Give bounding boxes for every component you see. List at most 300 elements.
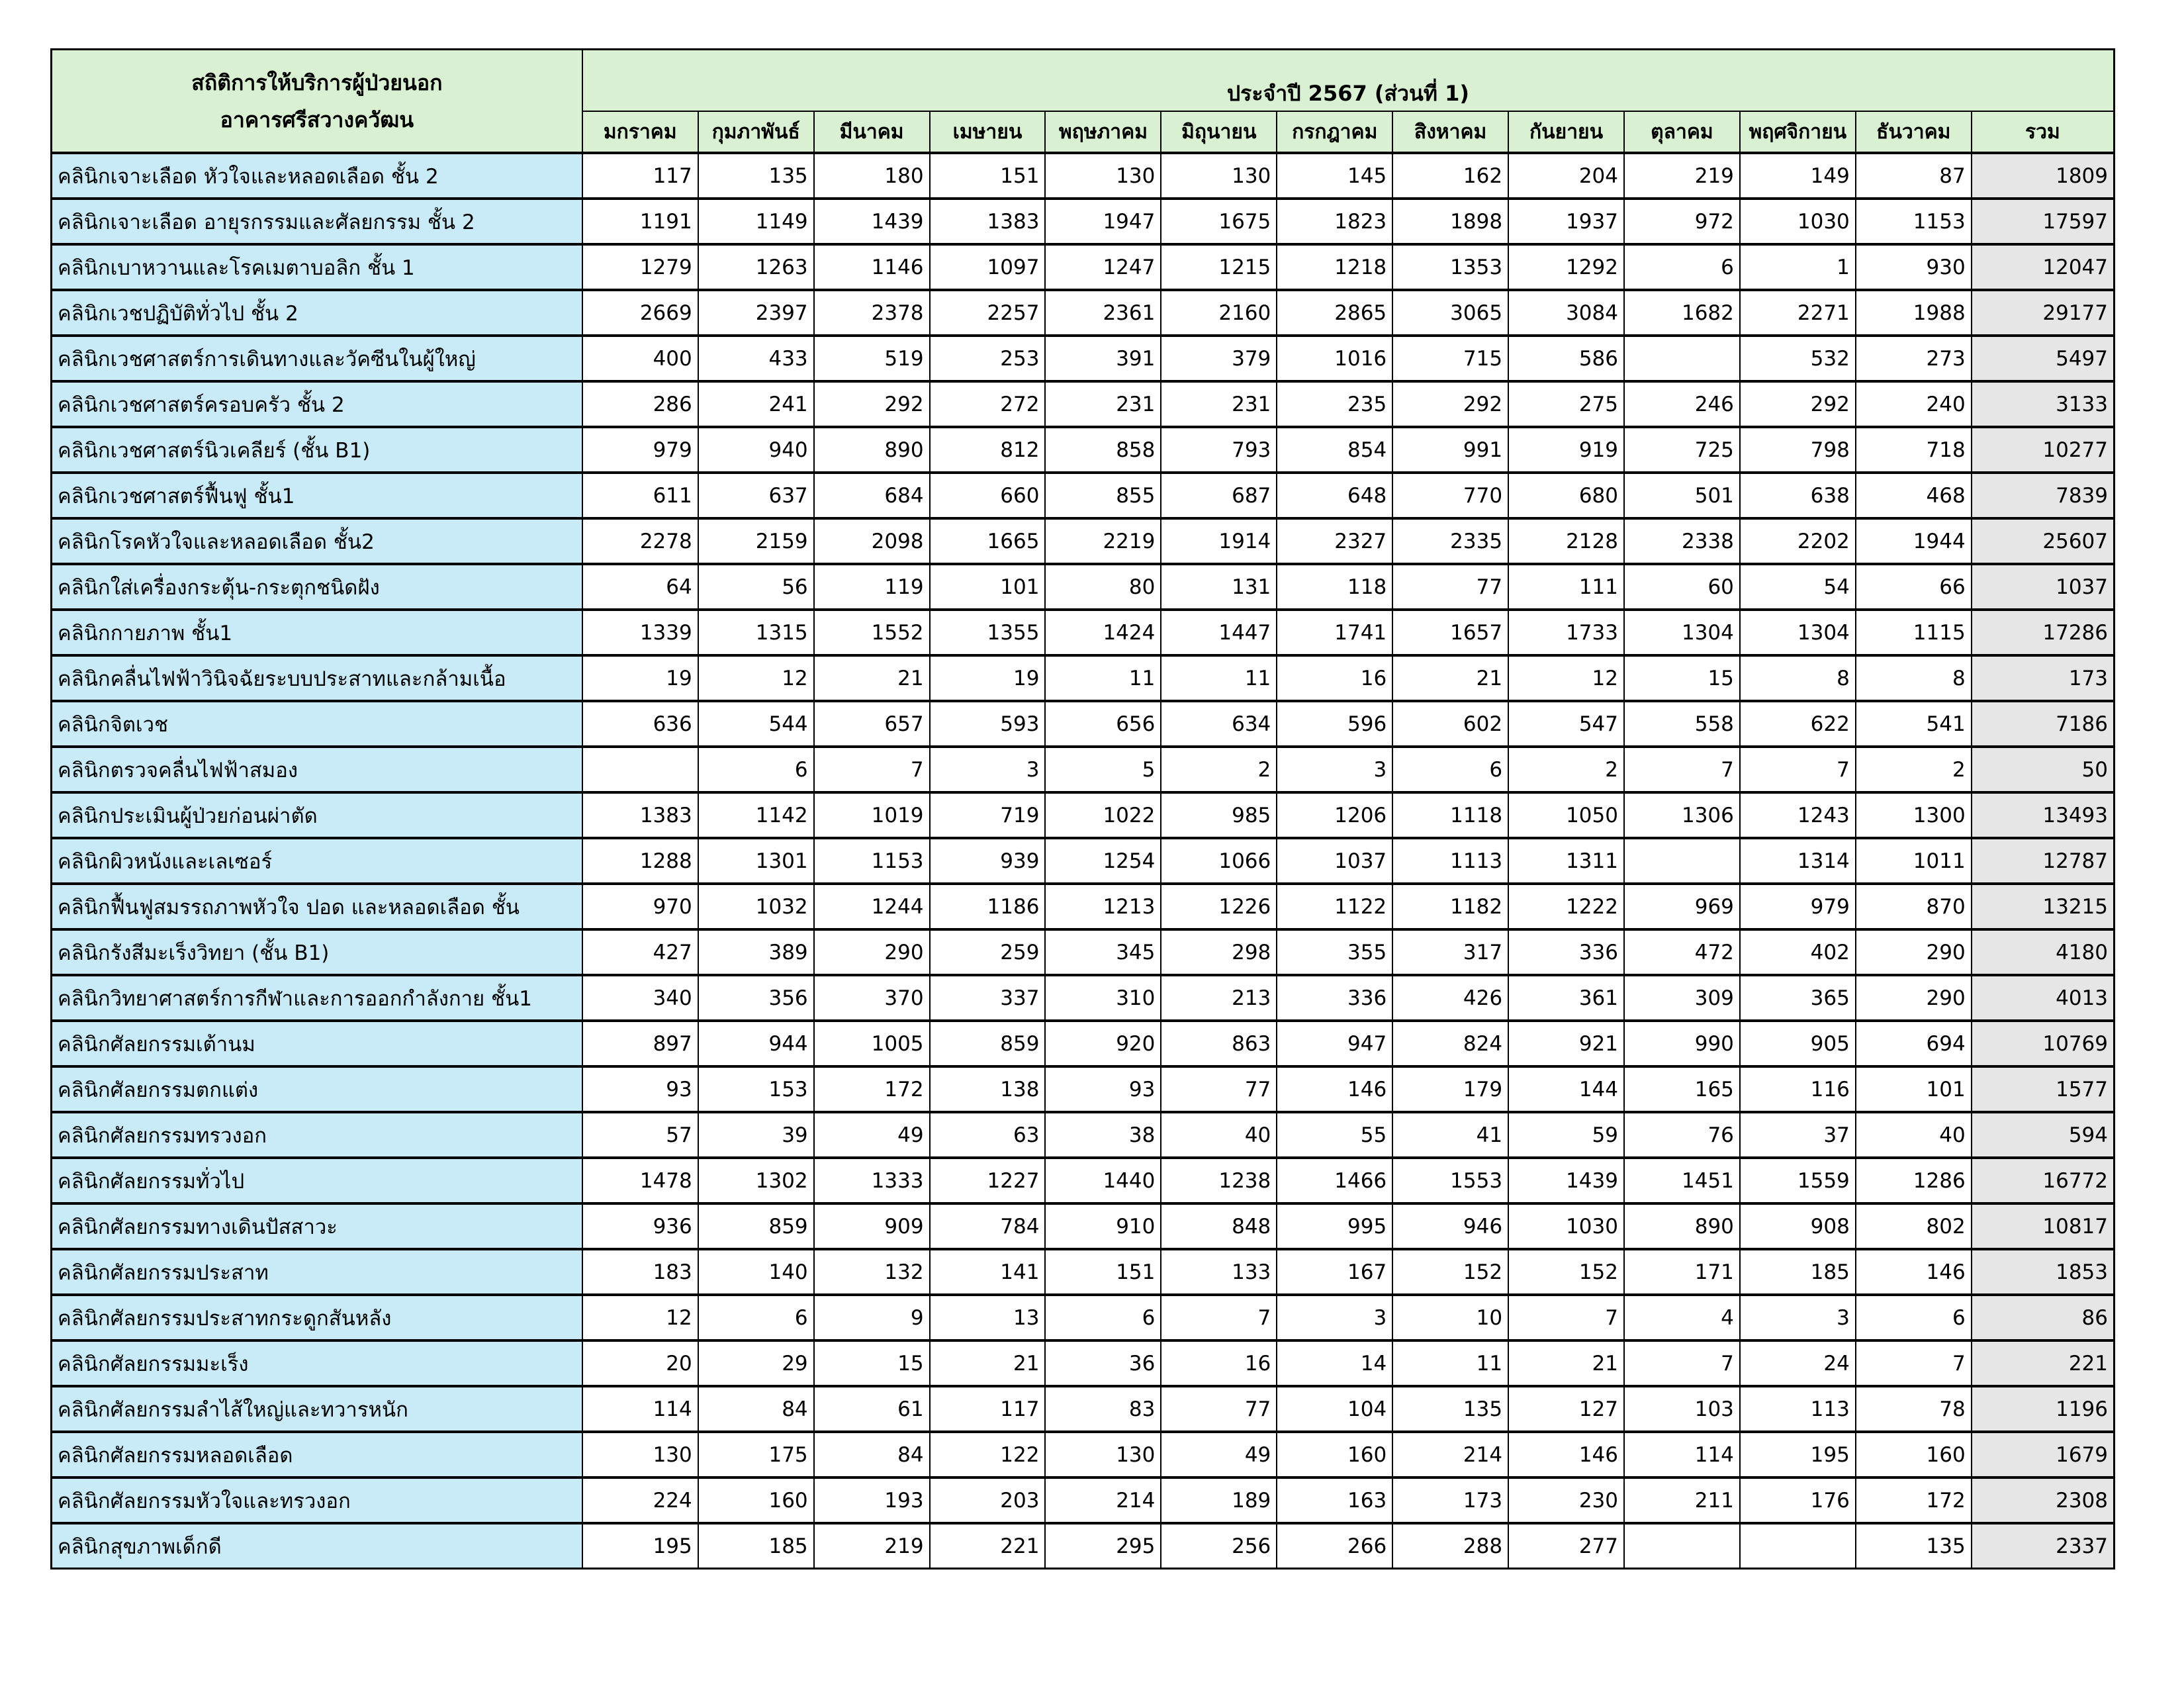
monthly-count: 7	[1161, 1295, 1277, 1340]
monthly-count: 56	[698, 564, 814, 610]
monthly-count: 519	[814, 336, 930, 381]
monthly-count: 64	[582, 564, 698, 610]
monthly-count: 21	[930, 1340, 1046, 1386]
clinic-name: คลินิกศัลยกรรมเต้านม	[52, 1021, 582, 1066]
monthly-count: 146	[1277, 1066, 1392, 1112]
table-row	[52, 336, 2115, 381]
monthly-count: 185	[698, 1523, 814, 1569]
monthly-count: 104	[1277, 1386, 1392, 1432]
clinic-name: คลินิกเวชศาสตร์ครอบครัว ชั้น 2	[52, 381, 582, 427]
monthly-count: 1741	[1277, 610, 1392, 655]
monthly-count: 793	[1161, 427, 1277, 473]
monthly-count	[1624, 838, 1740, 884]
monthly-count: 1447	[1161, 610, 1277, 655]
monthly-count: 1315	[698, 610, 814, 655]
monthly-count: 36	[1045, 1340, 1161, 1386]
month-header: กันยายน	[1508, 111, 1624, 153]
monthly-count: 1238	[1161, 1158, 1277, 1203]
row-total: 5497	[1972, 336, 2115, 381]
monthly-count: 122	[930, 1432, 1046, 1477]
monthly-count: 3084	[1508, 290, 1624, 336]
monthly-count: 93	[582, 1066, 698, 1112]
monthly-count: 812	[930, 427, 1046, 473]
monthly-count: 1118	[1392, 792, 1508, 838]
monthly-count: 6	[1045, 1295, 1161, 1340]
table-row	[52, 838, 2115, 884]
monthly-count: 59	[1508, 1112, 1624, 1158]
monthly-count: 1286	[1856, 1158, 1972, 1203]
monthly-count: 145	[1277, 153, 1392, 199]
table-row	[52, 381, 2115, 427]
row-total: 17286	[1972, 610, 2115, 655]
monthly-count: 41	[1392, 1112, 1508, 1158]
monthly-count: 990	[1624, 1021, 1740, 1066]
monthly-count: 80	[1045, 564, 1161, 610]
row-total: 4180	[1972, 929, 2115, 975]
monthly-count: 1733	[1508, 610, 1624, 655]
monthly-count: 7	[1740, 747, 1856, 792]
monthly-count: 648	[1277, 473, 1392, 518]
clinic-name: คลินิกศัลยกรรมทั่วไป	[52, 1158, 582, 1203]
monthly-count: 101	[930, 564, 1046, 610]
monthly-count: 1383	[930, 199, 1046, 244]
monthly-count: 7	[1624, 1340, 1740, 1386]
monthly-count: 240	[1856, 381, 1972, 427]
monthly-count: 317	[1392, 929, 1508, 975]
row-total: 29177	[1972, 290, 2115, 336]
monthly-count: 336	[1508, 929, 1624, 975]
monthly-count: 185	[1740, 1249, 1856, 1295]
row-total: 4013	[1972, 975, 2115, 1021]
monthly-count: 1355	[930, 610, 1046, 655]
row-total: 1809	[1972, 153, 2115, 199]
monthly-count: 2327	[1277, 518, 1392, 564]
monthly-count: 1292	[1508, 244, 1624, 290]
table-row	[52, 884, 2115, 929]
monthly-count: 5	[1045, 747, 1161, 792]
row-total: 86	[1972, 1295, 2115, 1340]
monthly-count: 909	[814, 1203, 930, 1249]
monthly-count: 1247	[1045, 244, 1161, 290]
monthly-count: 897	[582, 1021, 698, 1066]
monthly-count: 138	[930, 1066, 1046, 1112]
monthly-count: 1665	[930, 518, 1046, 564]
monthly-count	[1740, 1523, 1856, 1569]
monthly-count: 1050	[1508, 792, 1624, 838]
table-row	[52, 792, 2115, 838]
monthly-count: 179	[1392, 1066, 1508, 1112]
monthly-count: 10	[1392, 1295, 1508, 1340]
monthly-count: 146	[1856, 1249, 1972, 1295]
monthly-count: 402	[1740, 929, 1856, 975]
monthly-count: 21	[1392, 655, 1508, 701]
monthly-count: 1153	[814, 838, 930, 884]
monthly-count: 295	[1045, 1523, 1161, 1569]
month-header: ตุลาคม	[1624, 111, 1740, 153]
monthly-count: 130	[582, 1432, 698, 1477]
clinic-name: คลินิกเวชศาสตร์นิวเคลียร์ (ชั้น B1)	[52, 427, 582, 473]
monthly-count: 1898	[1392, 199, 1508, 244]
monthly-count: 1030	[1740, 199, 1856, 244]
month-header: พฤษภาคม	[1045, 111, 1161, 153]
monthly-count: 905	[1740, 1021, 1856, 1066]
monthly-count: 76	[1624, 1112, 1740, 1158]
monthly-count: 1113	[1392, 838, 1508, 884]
monthly-count: 8	[1740, 655, 1856, 701]
monthly-count: 1011	[1856, 838, 1972, 884]
clinic-name: คลินิกผิวหนังและเลเซอร์	[52, 838, 582, 884]
monthly-count: 290	[1856, 929, 1972, 975]
monthly-count: 77	[1161, 1386, 1277, 1432]
monthly-count: 468	[1856, 473, 1972, 518]
monthly-count: 1439	[814, 199, 930, 244]
monthly-count	[582, 747, 698, 792]
monthly-count: 1424	[1045, 610, 1161, 655]
monthly-count: 870	[1856, 884, 1972, 929]
monthly-count: 165	[1624, 1066, 1740, 1112]
monthly-count: 1122	[1277, 884, 1392, 929]
monthly-count: 290	[814, 929, 930, 975]
clinic-name: คลินิกศัลยกรรมประสาทกระดูกสันหลัง	[52, 1295, 582, 1340]
monthly-count: 298	[1161, 929, 1277, 975]
monthly-count: 275	[1508, 381, 1624, 427]
monthly-count: 292	[814, 381, 930, 427]
table-row	[52, 244, 2115, 290]
table-title-line2: อาคารศรีสวางควัฒน	[220, 107, 414, 132]
monthly-count: 1019	[814, 792, 930, 838]
monthly-count: 93	[1045, 1066, 1161, 1112]
monthly-count: 400	[582, 336, 698, 381]
monthly-count: 213	[1161, 975, 1277, 1021]
monthly-count: 153	[698, 1066, 814, 1112]
monthly-count: 970	[582, 884, 698, 929]
row-total: 2308	[1972, 1477, 2115, 1523]
monthly-count: 586	[1508, 336, 1624, 381]
table-row	[52, 1066, 2115, 1112]
monthly-count: 969	[1624, 884, 1740, 929]
monthly-count: 1675	[1161, 199, 1277, 244]
monthly-count	[1624, 1523, 1740, 1569]
monthly-count: 890	[814, 427, 930, 473]
monthly-count: 152	[1508, 1249, 1624, 1295]
monthly-count: 1215	[1161, 244, 1277, 290]
monthly-count: 433	[698, 336, 814, 381]
monthly-count: 40	[1161, 1112, 1277, 1158]
monthly-count: 117	[930, 1386, 1046, 1432]
table-row	[52, 1523, 2115, 1569]
monthly-count: 3	[1740, 1295, 1856, 1340]
monthly-count: 1243	[1740, 792, 1856, 838]
monthly-count: 87	[1856, 153, 1972, 199]
monthly-count: 602	[1392, 701, 1508, 747]
row-total: 10817	[1972, 1203, 2115, 1249]
monthly-count: 908	[1740, 1203, 1856, 1249]
monthly-count: 54	[1740, 564, 1856, 610]
monthly-count: 558	[1624, 701, 1740, 747]
monthly-count: 167	[1277, 1249, 1392, 1295]
monthly-count: 140	[698, 1249, 814, 1295]
monthly-count: 176	[1740, 1477, 1856, 1523]
month-header: สิงหาคม	[1392, 111, 1508, 153]
monthly-count: 930	[1856, 244, 1972, 290]
monthly-count: 345	[1045, 929, 1161, 975]
clinic-name: คลินิกใส่เครื่องกระตุ้น-กระตุกชนิดฝัง	[52, 564, 582, 610]
monthly-count: 1304	[1624, 610, 1740, 655]
clinic-name: คลินิกสุขภาพเด็กดี	[52, 1523, 582, 1569]
monthly-count: 286	[582, 381, 698, 427]
row-total: 221	[1972, 1340, 2115, 1386]
monthly-count: 1213	[1045, 884, 1161, 929]
monthly-count: 277	[1508, 1523, 1624, 1569]
clinic-name: คลินิกจิตเวช	[52, 701, 582, 747]
monthly-count: 391	[1045, 336, 1161, 381]
monthly-count: 972	[1624, 199, 1740, 244]
monthly-count: 40	[1856, 1112, 1972, 1158]
clinic-name: คลินิกประเมินผู้ป่วยก่อนผ่าตัด	[52, 792, 582, 838]
monthly-count: 1559	[1740, 1158, 1856, 1203]
monthly-count: 1304	[1740, 610, 1856, 655]
monthly-count: 946	[1392, 1203, 1508, 1249]
monthly-count: 231	[1045, 381, 1161, 427]
monthly-count: 1988	[1856, 290, 1972, 336]
monthly-count: 84	[698, 1386, 814, 1432]
monthly-count: 1	[1740, 244, 1856, 290]
monthly-count: 219	[814, 1523, 930, 1569]
monthly-count: 7	[1508, 1295, 1624, 1340]
table-row	[52, 929, 2115, 975]
monthly-count: 921	[1508, 1021, 1624, 1066]
monthly-count: 2	[1161, 747, 1277, 792]
monthly-count: 1314	[1740, 838, 1856, 884]
monthly-count: 1302	[698, 1158, 814, 1203]
monthly-count: 910	[1045, 1203, 1161, 1249]
month-header: มีนาคม	[814, 111, 930, 153]
monthly-count: 246	[1624, 381, 1740, 427]
monthly-count: 1149	[698, 199, 814, 244]
monthly-count: 426	[1392, 975, 1508, 1021]
monthly-count: 16	[1161, 1340, 1277, 1386]
month-header: เมษายน	[930, 111, 1046, 153]
monthly-count: 1097	[930, 244, 1046, 290]
monthly-count: 337	[930, 975, 1046, 1021]
monthly-count: 172	[814, 1066, 930, 1112]
monthly-count: 2257	[930, 290, 1046, 336]
monthly-count: 2397	[698, 290, 814, 336]
clinic-name: คลินิกคลื่นไฟฟ้าวินิจฉัยระบบประสาทและกล้ามเนื้อ	[52, 655, 582, 701]
monthly-count: 798	[1740, 427, 1856, 473]
monthly-count: 57	[582, 1112, 698, 1158]
monthly-count: 1553	[1392, 1158, 1508, 1203]
monthly-count: 427	[582, 929, 698, 975]
clinic-name: คลินิกเวชปฏิบัติทั่วไป ชั้น 2	[52, 290, 582, 336]
monthly-count: 180	[814, 153, 930, 199]
monthly-count: 1451	[1624, 1158, 1740, 1203]
table-row	[52, 610, 2115, 655]
table-row	[52, 747, 2115, 792]
monthly-count: 863	[1161, 1021, 1277, 1066]
monthly-count: 859	[698, 1203, 814, 1249]
monthly-count: 144	[1508, 1066, 1624, 1112]
monthly-count: 660	[930, 473, 1046, 518]
monthly-count: 365	[1740, 975, 1856, 1021]
clinic-name: คลินิกฟื้นฟูสมรรถภาพหัวใจ ปอด และหลอดเลือด ชั้น	[52, 884, 582, 929]
monthly-count: 162	[1392, 153, 1508, 199]
monthly-count: 203	[930, 1477, 1046, 1523]
row-total: 10277	[1972, 427, 2115, 473]
monthly-count: 127	[1508, 1386, 1624, 1432]
monthly-count: 1823	[1277, 199, 1392, 244]
monthly-count: 7	[814, 747, 930, 792]
monthly-count: 9	[814, 1295, 930, 1340]
table-row	[52, 975, 2115, 1021]
monthly-count: 231	[1161, 381, 1277, 427]
table-row	[52, 1432, 2115, 1477]
clinic-name: คลินิกเวชศาสตร์ฟื้นฟู ชั้น1	[52, 473, 582, 518]
total-header: รวม	[1972, 111, 2115, 153]
monthly-count: 859	[930, 1021, 1046, 1066]
month-header: กรกฎาคม	[1277, 111, 1392, 153]
monthly-count: 979	[582, 427, 698, 473]
monthly-count: 2338	[1624, 518, 1740, 564]
monthly-count: 20	[582, 1340, 698, 1386]
monthly-count: 1478	[582, 1158, 698, 1203]
monthly-count: 2128	[1508, 518, 1624, 564]
monthly-count: 939	[930, 838, 1046, 884]
monthly-count: 995	[1277, 1203, 1392, 1249]
table-row	[52, 1021, 2115, 1066]
monthly-count: 111	[1508, 564, 1624, 610]
monthly-count: 541	[1856, 701, 1972, 747]
row-total: 7839	[1972, 473, 2115, 518]
monthly-count: 1914	[1161, 518, 1277, 564]
monthly-count: 1383	[582, 792, 698, 838]
monthly-count: 544	[698, 701, 814, 747]
monthly-count: 37	[1740, 1112, 1856, 1158]
monthly-count: 2202	[1740, 518, 1856, 564]
row-total: 13215	[1972, 884, 2115, 929]
monthly-count: 219	[1624, 153, 1740, 199]
period-title: ประจำปี 2567 (ส่วนที่ 1)	[582, 50, 2115, 112]
monthly-count: 160	[1277, 1432, 1392, 1477]
monthly-count: 1037	[1277, 838, 1392, 884]
monthly-count: 1191	[582, 199, 698, 244]
monthly-count: 2219	[1045, 518, 1161, 564]
monthly-count: 292	[1740, 381, 1856, 427]
header-title-row	[52, 50, 2115, 112]
clinic-name: คลินิกศัลยกรรมหัวใจและทรวงอก	[52, 1477, 582, 1523]
monthly-count: 636	[582, 701, 698, 747]
monthly-count: 6	[698, 747, 814, 792]
monthly-count: 855	[1045, 473, 1161, 518]
monthly-count: 272	[930, 381, 1046, 427]
monthly-count: 77	[1392, 564, 1508, 610]
monthly-count: 985	[1161, 792, 1277, 838]
monthly-count: 195	[1740, 1432, 1856, 1477]
monthly-count: 802	[1856, 1203, 1972, 1249]
monthly-count: 379	[1161, 336, 1277, 381]
monthly-count: 1339	[582, 610, 698, 655]
monthly-count: 61	[814, 1386, 930, 1432]
table-row	[52, 1340, 2115, 1386]
monthly-count: 116	[1740, 1066, 1856, 1112]
monthly-count: 1311	[1508, 838, 1624, 884]
monthly-count: 2	[1508, 747, 1624, 792]
monthly-count: 355	[1277, 929, 1392, 975]
table-row	[52, 518, 2115, 564]
monthly-count: 1222	[1508, 884, 1624, 929]
monthly-count: 12	[698, 655, 814, 701]
clinic-name: คลินิกกายภาพ ชั้น1	[52, 610, 582, 655]
monthly-count: 77	[1161, 1066, 1277, 1112]
monthly-count: 292	[1392, 381, 1508, 427]
row-total: 12787	[1972, 838, 2115, 884]
monthly-count: 858	[1045, 427, 1161, 473]
row-total: 1037	[1972, 564, 2115, 610]
monthly-count: 131	[1161, 564, 1277, 610]
monthly-count: 241	[698, 381, 814, 427]
monthly-count: 175	[698, 1432, 814, 1477]
clinic-name: คลินิกตรวจคลื่นไฟฟ้าสมอง	[52, 747, 582, 792]
monthly-count: 130	[1045, 1432, 1161, 1477]
monthly-count: 611	[582, 473, 698, 518]
monthly-count: 1066	[1161, 838, 1277, 884]
monthly-count: 12	[1508, 655, 1624, 701]
monthly-count: 1947	[1045, 199, 1161, 244]
monthly-count: 117	[582, 153, 698, 199]
monthly-count: 11	[1045, 655, 1161, 701]
monthly-count: 2865	[1277, 290, 1392, 336]
monthly-count: 340	[582, 975, 698, 1021]
monthly-count: 1206	[1277, 792, 1392, 838]
monthly-count: 1022	[1045, 792, 1161, 838]
monthly-count: 848	[1161, 1203, 1277, 1249]
clinic-name: คลินิกวิทยาศาสตร์การกีฬาและการออกกำลังกาย ชั้น1	[52, 975, 582, 1021]
monthly-count: 2	[1856, 747, 1972, 792]
monthly-count: 680	[1508, 473, 1624, 518]
monthly-count: 221	[930, 1523, 1046, 1569]
monthly-count: 2159	[698, 518, 814, 564]
monthly-count: 195	[582, 1523, 698, 1569]
monthly-count: 214	[1392, 1432, 1508, 1477]
row-total: 2337	[1972, 1523, 2115, 1569]
monthly-count: 149	[1740, 153, 1856, 199]
monthly-count: 130	[1045, 153, 1161, 199]
monthly-count: 1153	[1856, 199, 1972, 244]
table-row	[52, 199, 2115, 244]
monthly-count: 657	[814, 701, 930, 747]
monthly-count: 189	[1161, 1477, 1277, 1523]
row-total: 7186	[1972, 701, 2115, 747]
monthly-count: 204	[1508, 153, 1624, 199]
monthly-count: 21	[1508, 1340, 1624, 1386]
monthly-count: 6	[1392, 747, 1508, 792]
monthly-count: 172	[1856, 1477, 1972, 1523]
monthly-count: 389	[698, 929, 814, 975]
monthly-count: 1279	[582, 244, 698, 290]
row-total: 13493	[1972, 792, 2115, 838]
monthly-count: 133	[1161, 1249, 1277, 1295]
table-row	[52, 473, 2115, 518]
monthly-count: 2271	[1740, 290, 1856, 336]
monthly-count: 49	[1161, 1432, 1277, 1477]
monthly-count: 259	[930, 929, 1046, 975]
monthly-count: 1218	[1277, 244, 1392, 290]
monthly-count: 1227	[930, 1158, 1046, 1203]
monthly-count: 16	[1277, 655, 1392, 701]
monthly-count: 940	[698, 427, 814, 473]
monthly-count: 3	[930, 747, 1046, 792]
monthly-count: 784	[930, 1203, 1046, 1249]
